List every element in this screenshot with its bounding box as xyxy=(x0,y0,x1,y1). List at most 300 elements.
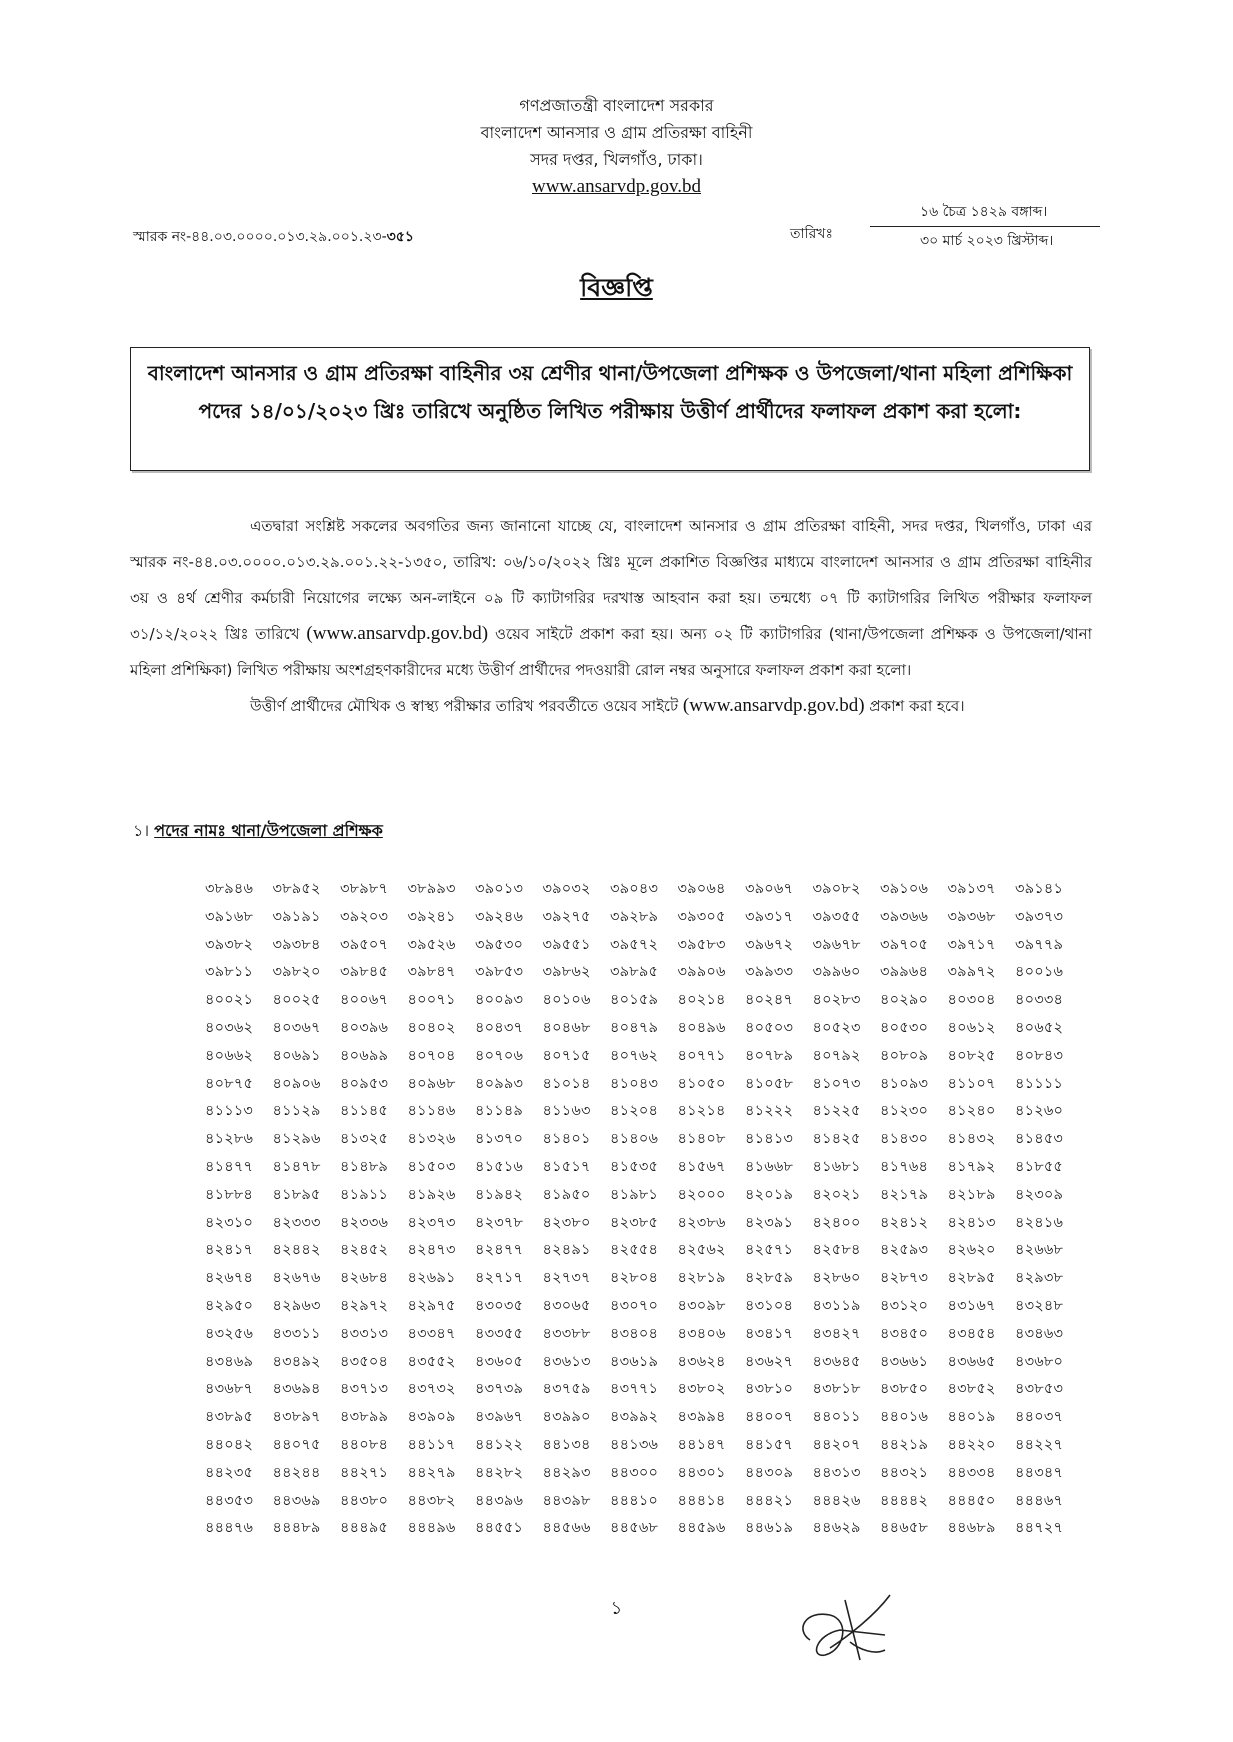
roll-number: ৩৯৩১৭ xyxy=(745,908,794,925)
org-address: সদর দপ্তর, খিলগাঁও, ঢাকা। xyxy=(530,150,703,169)
roll-number: ৪২১৮৯ xyxy=(947,1186,996,1203)
roll-number: ৪৪৫৯৬ xyxy=(677,1520,726,1537)
roll-number: ৪৩৬৮০ xyxy=(1015,1353,1064,1370)
roll-number: ৪৩৩৫৫ xyxy=(475,1325,524,1342)
roll-number: ৪০৭৯২ xyxy=(812,1047,861,1064)
roll-number: ৪৪৫৬৮ xyxy=(610,1520,659,1537)
roll-number: ৪১০৯৩ xyxy=(880,1075,929,1092)
roll-number: ৪০০২১ xyxy=(205,992,254,1009)
roll-number: ৪২৯৬৩ xyxy=(272,1297,321,1314)
roll-number: ৪০৪৬৮ xyxy=(542,1019,591,1036)
roll-number: ৩৯২৪১ xyxy=(407,908,456,925)
roll-number: ৪১২১৪ xyxy=(677,1103,726,1120)
roll-number: ৪১৪২৫ xyxy=(812,1131,861,1148)
roll-number: ৩৯১৪১ xyxy=(1015,881,1064,897)
roll-number: ৪১৩৭০ xyxy=(475,1131,524,1148)
roll-number: ৪২৯৩৮ xyxy=(1015,1270,1064,1287)
roll-number: ৪২৪৯১ xyxy=(542,1242,591,1259)
body-paragraph-1: এতদ্বারা সংশ্লিষ্ট সকলের অবগতির জন্য জানানো যাচ্ছে যে, বাংলাদেশ আনসার ও গ্রাম প্রতিরক্ষা বাহিনী, সদর দপ্তর, খিলগাঁও, ঢাকা এর স্মারক নং-৪৪.০৩.০০০০.০১৩.২৯.০০১.২২-১৩৫০, তারিখ: ০৬/১০/২০২২ খ্রিঃ মূলে প্রকাশিত বিজ্ঞপ্তির মাধ্যমে বাংলাদেশ আনসার ও গ্রাম প্রতিরক্ষা বাহিনীর ৩য় ও ৪র্থ শ্রেণীর কর্মচারী নিয়োগের লক্ষ্যে অন-লাইনে ০৯ টি ক্যাটাগরির দরখাস্ত আহবান করা হয়। তন্মধ্যে ০৭ টি ক্যাটাগরির লিখিত পরীক্ষার ফলাফল ৩১/১২/২০২২ খ্রিঃ তারিখে (www.ansarvdp.gov.bd) ওয়েব সাইটে প্রকাশ করা হয়। অন্য ০২ টি ক্যাটাগরির (থানা/উপজেলা প্রশিক্ষক ও উপজেলা/থানা মহিলা প্রশিক্ষিকা) লিখিত পরীক্ষায় অংশগ্রহণকারীদের মধ্যে উত্তীর্ণ প্রার্থীদের পদওয়ারী রোল নম্বর অনুসারে ফলাফল প্রকাশ করা হলো। xyxy=(130,517,1092,679)
roll-number: ৪৪৪২১ xyxy=(745,1492,794,1509)
roll-number: ৪৪৭২৭ xyxy=(1015,1520,1064,1537)
roll-number: ৩৯৯৭২ xyxy=(947,964,996,981)
roll-number: ৪১৮৫৫ xyxy=(1015,1158,1064,1175)
roll-number: ৩৯৫৭২ xyxy=(610,936,659,953)
roll-number: ৪১৪৫৩ xyxy=(1015,1131,1064,1148)
roll-number: ৪১৯২৬ xyxy=(407,1186,456,1203)
roll-number: ৪০৬১২ xyxy=(947,1019,996,1036)
roll-number: ৩৯৮৬২ xyxy=(542,964,591,981)
roll-number: ৪১৫৩৫ xyxy=(610,1158,659,1175)
roll-number: ৪৪০১৬ xyxy=(880,1409,929,1426)
roll-number: ৪০৭৬২ xyxy=(610,1047,659,1064)
roll-number: ৪২৪৫২ xyxy=(340,1242,389,1259)
roll-number: ৪২০২১ xyxy=(812,1186,861,1203)
roll-number: ৪৪১৪৭ xyxy=(677,1436,726,1453)
roll-number: ৪১২৯৬ xyxy=(272,1131,321,1148)
roll-number: ৪০৩৬২ xyxy=(205,1019,254,1036)
roll-number: ৪১১১১ xyxy=(1015,1075,1064,1092)
roll-number: ৪০৩৩৪ xyxy=(1015,992,1064,1009)
roll-number: ৪১২২৫ xyxy=(812,1103,861,1120)
roll-number: ৪১২৮৬ xyxy=(205,1131,254,1148)
roll-number: ৪৪৬১৯ xyxy=(745,1520,794,1537)
roll-number: ৪৩৩৮৮ xyxy=(542,1325,591,1342)
memo-serial: ৩৫১ xyxy=(386,229,414,245)
roll-number: ৩৮৯৮৭ xyxy=(340,881,389,897)
roll-number: ৪১৪৮৯ xyxy=(340,1158,389,1175)
roll-number: ৩৯৫৮৩ xyxy=(677,936,726,953)
roll-number: ৪১১০৭ xyxy=(947,1075,996,1092)
page-title xyxy=(0,268,1233,311)
roll-number: ৪৪১৩৬ xyxy=(610,1436,659,1453)
roll-number: ৪০১৫৯ xyxy=(610,992,659,1009)
roll-number: ৪৩৬৯৪ xyxy=(272,1381,321,1398)
roll-number: ৪১৪০৬ xyxy=(610,1131,659,1148)
body-paragraph-2: উত্তীর্ণ প্রার্থীদের মৌখিক ও স্বাস্থ্য পরীক্ষার তারিখ পরবর্তীতে ওয়েব সাইটে (www.ansarvdp.gov.bd) প্রকাশ করা হবে। xyxy=(250,695,965,716)
roll-number: ৪২৪৭৩ xyxy=(407,1242,456,1259)
roll-number: ৩৯৯৬০ xyxy=(812,964,861,981)
roll-number: ৪০৭০৪ xyxy=(407,1047,456,1064)
roll-number: ৪০৭১৫ xyxy=(542,1047,591,1064)
roll-number: ৪০৪৩৭ xyxy=(475,1019,524,1036)
roll-number: ৪৪৪৭৬ xyxy=(205,1520,254,1537)
roll-number: ৩৯৬৭২ xyxy=(745,936,794,953)
roll-number: ৪৪৪১৪ xyxy=(677,1492,726,1509)
roll-number: ৩৯১৩৭ xyxy=(947,881,996,897)
roll-number: ৪২৩৮৫ xyxy=(610,1214,659,1231)
roll-number: ৪৪২২০ xyxy=(947,1436,996,1453)
roll-number: ৪৩৬১৯ xyxy=(610,1353,659,1370)
roll-number: ৪৩৭১৩ xyxy=(340,1381,389,1398)
roll-number: ৪২৪৭৭ xyxy=(475,1242,524,1259)
roll-number: ৪২৫৮৪ xyxy=(812,1242,861,1259)
roll-number: ৩৯৭১৭ xyxy=(947,936,996,953)
roll-number: ৪৩৭৭১ xyxy=(610,1381,659,1398)
roll-number: ৪২৩৮৬ xyxy=(677,1214,726,1231)
roll-number: ৪৪২২৭ xyxy=(1015,1436,1064,1453)
roll-number: ৪৪৩০১ xyxy=(677,1464,726,1481)
roll-number: ৪২৯৭৫ xyxy=(407,1297,456,1314)
roll-number: ৪২৪০০ xyxy=(812,1214,861,1231)
roll-number: ৪৩৪০৪ xyxy=(610,1325,659,1342)
roll-number: ৪২৩০৯ xyxy=(1015,1186,1064,1203)
roll-number: ৪৪৬৮৯ xyxy=(947,1520,996,1537)
roll-number: ৪৪১৩৪ xyxy=(542,1436,591,1453)
roll-number: ৪৪২৭৯ xyxy=(407,1464,456,1481)
roll-number: ৪০৫২৩ xyxy=(812,1019,861,1036)
roll-number: ৪১১২৯ xyxy=(272,1103,321,1120)
roll-number: ৪৩২৫৬ xyxy=(205,1325,254,1342)
roll-number: ৪৪৩৮২ xyxy=(407,1492,456,1509)
roll-number: ৪১০৫০ xyxy=(677,1075,726,1092)
roll-number: ৪২৩১০ xyxy=(205,1214,254,1231)
roll-number: ৪৩৬২৭ xyxy=(745,1353,794,1370)
roll-number: ৪০৭৭১ xyxy=(677,1047,726,1064)
roll-number: ৪৪৬২৯ xyxy=(812,1520,861,1537)
roll-number: ৩৯০৩২ xyxy=(542,881,591,897)
roll-number: ৪০১০৬ xyxy=(542,992,591,1009)
roll-number: ৪৩৬১৩ xyxy=(542,1353,591,1370)
roll-number: ৪৩৬৬১ xyxy=(880,1353,929,1370)
letterhead xyxy=(0,92,1233,200)
roll-number: ৪৪০৮৪ xyxy=(340,1436,389,1453)
memo-prefix: স্মারক নং-৪৪.০৩.০০০০.০১৩.২৯.০০১.২৩- xyxy=(133,229,387,245)
notice-subject: বাংলাদেশ আনসার ও গ্রাম প্রতিরক্ষা বাহিনীর ৩য় শ্রেণীর থানা/উপজেলা প্রশিক্ষক ও উপজেলা/থানা মহিলা প্রশিক্ষিকা পদের ১৪/০১/২০২৩ খ্রিঃ তারিখে অনুষ্ঠিত লিখিত পরীক্ষায় উত্তীর্ণ প্রার্থীদের ফলাফল প্রকাশ করা হলো: xyxy=(147,361,1073,423)
roll-number: ৪০৮০৯ xyxy=(880,1047,929,1064)
roll-number: ৩৯৩৮২ xyxy=(205,936,254,953)
roll-number: ৪০৮২৫ xyxy=(947,1047,996,1064)
roll-number: ৪১২২২ xyxy=(745,1103,794,1120)
roll-number: ৪৪৪৫০ xyxy=(947,1492,996,1509)
roll-number: ৪৩৬২৪ xyxy=(677,1353,726,1370)
roll-number: ৪৪৪২৬ xyxy=(812,1492,861,1509)
roll-number: ৪০৯৬৮ xyxy=(407,1075,456,1092)
roll-number: ৪২৬৭৬ xyxy=(272,1270,321,1287)
roll-number: ৩৯০৬৭ xyxy=(745,881,794,897)
roll-number: ৩৯৭০৫ xyxy=(880,936,929,953)
roll-number: ৪২৩৭৩ xyxy=(407,1214,456,1231)
roll-number: ৪০৬৬২ xyxy=(205,1047,254,1064)
roll-number: ৪২৪১৩ xyxy=(947,1214,996,1231)
roll-number: ৪১২৬০ xyxy=(1015,1103,1064,1120)
roll-number: ৪০৭৮৯ xyxy=(745,1047,794,1064)
roll-number: ৪০৪০২ xyxy=(407,1019,456,1036)
roll-number: ৪৩৮৫২ xyxy=(947,1381,996,1398)
roll-number: ৪০০১৬ xyxy=(1015,964,1064,981)
roll-number: ৪০২১৪ xyxy=(677,992,726,1009)
roll-number: ৩৯৩৬৮ xyxy=(947,908,996,925)
roll-number: ৪০৪৭৯ xyxy=(610,1019,659,1036)
roll-number: ৪২৮৯৫ xyxy=(947,1270,996,1287)
roll-number: ৪৩৭৩৯ xyxy=(475,1381,524,1398)
roll-number: ৩৯৯৬৪ xyxy=(880,964,929,981)
roll-number: ৪০২৯০ xyxy=(880,992,929,1009)
roll-number: ৩৯৫৫১ xyxy=(542,936,591,953)
roll-number: ৪২৩৯১ xyxy=(745,1214,794,1231)
roll-number: ৪৩৮৯৯ xyxy=(340,1409,389,1426)
roll-number: ৪৪৪৬৭ xyxy=(1015,1492,1064,1509)
roll-number: ৪২৩৩৩ xyxy=(272,1214,321,1231)
roll-number: ৪৩৯০৯ xyxy=(407,1409,456,1426)
roll-number: ৪৩২৪৮ xyxy=(1015,1297,1064,1314)
roll-number: ৪২৫৯৩ xyxy=(880,1242,929,1259)
roll-number: ৪১৪৭৭ xyxy=(205,1158,254,1175)
roll-number: ৪৩৮৯৫ xyxy=(205,1409,254,1426)
roll-number: ৪০৬৯৯ xyxy=(340,1047,389,1064)
roll-number: ৪৪০৩৭ xyxy=(1015,1409,1064,1426)
website-link-inline[interactable]: (www.ansarvdp.gov.bd) xyxy=(682,695,865,716)
signature xyxy=(790,1580,900,1670)
roll-number: ৪৪২৭১ xyxy=(340,1464,389,1481)
roll-number: ৪১৭৯২ xyxy=(947,1158,996,1175)
roll-number: ৪০০৬৭ xyxy=(340,992,389,1009)
post-name: পদের নামঃ থানা/উপজেলা প্রশিক্ষক xyxy=(154,821,383,840)
roll-number: ৪৩৪৫৪ xyxy=(947,1325,996,1342)
roll-number: ৪৩৮০২ xyxy=(677,1381,726,1398)
roll-number: ৪১১১৩ xyxy=(205,1103,254,1120)
roll-number: ৪০৭০৬ xyxy=(475,1047,524,1064)
roll-number: ৩৯৮২০ xyxy=(272,964,321,981)
roll-number: ৪২৬৮৪ xyxy=(340,1270,389,1287)
roll-number: ৪৩৭৩২ xyxy=(407,1381,456,1398)
roll-number: ৪২৮১৯ xyxy=(677,1270,726,1287)
roll-number: ৪১৪৩০ xyxy=(880,1131,929,1148)
roll-number: ৪২১৭৯ xyxy=(880,1186,929,1203)
roll-number: ৪২৯৭২ xyxy=(340,1297,389,1314)
roll-number: ৪১০৫৮ xyxy=(745,1075,794,1092)
roll-number: ৪৩৫০৪ xyxy=(340,1353,389,1370)
roll-number: ৪১২৩০ xyxy=(880,1103,929,1120)
roll-number: ৪২৭১৭ xyxy=(475,1270,524,1287)
roll-number: ৪৩৬৬৫ xyxy=(947,1353,996,1370)
roll-number: ৪২৬২০ xyxy=(947,1242,996,1259)
roll-number: ৪৩০৯৮ xyxy=(677,1297,726,1314)
roll-number: ৪৩৩১৩ xyxy=(340,1325,389,1342)
roll-number: ৩৯৭৭৯ xyxy=(1015,936,1064,953)
roll-number: ৪০৩৬৭ xyxy=(272,1019,321,1036)
roll-number: ৪৪৪৪২ xyxy=(880,1492,929,1509)
roll-number: ৪৩৩৪৭ xyxy=(407,1325,456,1342)
roll-number: ৪৪৩৪৭ xyxy=(1015,1464,1064,1481)
roll-number: ৩৯২৮৯ xyxy=(610,908,659,925)
roll-number: ৪২৫৭১ xyxy=(745,1242,794,1259)
roll-number: ৪৪৩৯৮ xyxy=(542,1492,591,1509)
roll-number: ৩৯৬৭৮ xyxy=(812,936,861,953)
roll-number: ৪৩৯৯৪ xyxy=(677,1409,726,1426)
roll-number: ৪৩৪৬৩ xyxy=(1015,1325,1064,1342)
roll-number: ৪০৬৫২ xyxy=(1015,1019,1064,1036)
roll-number: ৪১২০৪ xyxy=(610,1103,659,1120)
roll-number: ৪৩৮১০ xyxy=(745,1381,794,1398)
roll-number: ৪৩৬৪৫ xyxy=(812,1353,861,1370)
roll-number: ৪৩১২০ xyxy=(880,1297,929,1314)
roll-number: ৪২৬৭৪ xyxy=(205,1270,254,1287)
roll-number: ৪১৮৯৫ xyxy=(272,1186,321,1203)
date-english: ৩০ মার্চ ২০২৩ খ্রিস্টাব্দ। xyxy=(920,233,1054,249)
roll-number: ৪২০০০ xyxy=(677,1186,726,1203)
roll-number: ৪২৩৭৮ xyxy=(475,1214,524,1231)
roll-number: ৪৩৬৮৭ xyxy=(205,1381,254,1398)
roll-number: ৪২৫৬২ xyxy=(677,1242,726,1259)
roll-number: ৪২৪৪২ xyxy=(272,1242,321,1259)
govt-name: গণপ্রজাতন্ত্রী বাংলাদেশ সরকার xyxy=(519,96,714,115)
roll-number: ৪৪৪৯৫ xyxy=(340,1520,389,1537)
roll-number: ৩৯২৭৫ xyxy=(542,908,591,925)
roll-number: ৪০৩৯৬ xyxy=(340,1019,389,1036)
roll-number: ৩৯৮১১ xyxy=(205,964,254,981)
roll-number: ৪৩৮৯৭ xyxy=(272,1409,321,1426)
roll-number: ৪২৪১৭ xyxy=(205,1242,254,1259)
roll-number: ৩৯০৮২ xyxy=(812,881,861,897)
roll-number: ৪১০১৪ xyxy=(542,1075,591,1092)
memo-number xyxy=(133,225,414,249)
roll-number: ৪৩১৬৭ xyxy=(947,1297,996,1314)
roll-number: ৩৯৩৮৪ xyxy=(272,936,321,953)
roll-number: ৩৯৩৭৩ xyxy=(1015,908,1064,925)
section-heading xyxy=(133,818,383,845)
roll-number: ৪২৮৭৩ xyxy=(880,1270,929,1287)
roll-number: ৪২৩৩৬ xyxy=(340,1214,389,1231)
roll-number: ৪৪৫৬৬ xyxy=(542,1520,591,1537)
roll-number: ৪৪৪১০ xyxy=(610,1492,659,1509)
roll-number: ৪০৫৩০ xyxy=(880,1019,929,1036)
roll-number: ৪৪৪৮৯ xyxy=(272,1520,321,1537)
roll-number: ৩৯৮৪৫ xyxy=(340,964,389,981)
roll-number: ৩৯৮৯৫ xyxy=(610,964,659,981)
roll-number: ৪৪৩৫৩ xyxy=(205,1492,254,1509)
roll-number: ৩৮৯৫২ xyxy=(272,881,321,897)
roll-number: ৪৪৩৬৯ xyxy=(272,1492,321,1509)
date-bangla: ১৬ চৈত্র ১৪২৯ বঙ্গাব্দ। xyxy=(920,204,1048,220)
roll-number: ৪২৮৬০ xyxy=(812,1270,861,1287)
roll-number: ৩৯২৪৬ xyxy=(475,908,524,925)
website-link[interactable]: www.ansarvdp.gov.bd xyxy=(531,176,702,197)
roll-number: ৪৩৯৯২ xyxy=(610,1409,659,1426)
roll-number: ৪১০৭৩ xyxy=(812,1075,861,1092)
date-label: তারিখঃ xyxy=(790,226,833,242)
roll-number: ৪০৩০৪ xyxy=(947,992,996,1009)
roll-number: ৪১৪৭৮ xyxy=(272,1158,321,1175)
notice-subject-box xyxy=(130,347,1090,471)
roll-number: ৪২৮৫৯ xyxy=(745,1270,794,1287)
roll-number: ৪১৯৮১ xyxy=(610,1186,659,1203)
roll-number: ৩৯৯০৬ xyxy=(677,964,726,981)
roll-number: ৪১৮৮৪ xyxy=(205,1186,254,1203)
roll-number: ৪৩৮৫০ xyxy=(880,1381,929,1398)
roll-number: ৩৯৮৪৭ xyxy=(407,964,456,981)
roll-number: ৩৮৯৪৬ xyxy=(205,881,254,897)
roll-number: ৪২৪১৬ xyxy=(1015,1214,1064,1231)
roll-number: ৩৯৮৫৩ xyxy=(475,964,524,981)
roll-number: ৪৪৪৯৬ xyxy=(407,1520,456,1537)
roll-number: ৪১৬৮১ xyxy=(812,1158,861,1175)
roll-number: ৪৪১২২ xyxy=(475,1436,524,1453)
roll-number: ৪৩৪১৭ xyxy=(745,1325,794,1342)
roll-number: ৪১৪৩২ xyxy=(947,1131,996,1148)
roll-number: ৩৯৩৬৬ xyxy=(880,908,929,925)
roll-number: ৪১২৪০ xyxy=(947,1103,996,1120)
roll-number: ৪০৪৯৬ xyxy=(677,1019,726,1036)
roll-number: ৩৯১০৬ xyxy=(880,881,929,897)
roll-number: ৪১৩২৫ xyxy=(340,1131,389,1148)
roll-number: ৩৮৯৯৩ xyxy=(407,881,456,897)
roll-number: ৪৪২১৯ xyxy=(880,1436,929,1453)
roll-number: ৪০০৭১ xyxy=(407,992,456,1009)
roll-number: ৪৩৬০৫ xyxy=(475,1353,524,1370)
org-name: বাংলাদেশ আনসার ও গ্রাম প্রতিরক্ষা বাহিনী xyxy=(480,123,753,142)
roll-number: ৪৪৩৮০ xyxy=(340,1492,389,1509)
roll-number: ৪৪০১৯ xyxy=(947,1409,996,1426)
roll-number: ৩৯৩৫৫ xyxy=(812,908,861,925)
roll-number: ৪৩০৬৫ xyxy=(542,1297,591,1314)
roll-number: ৪৩৪৯২ xyxy=(272,1353,321,1370)
roll-number: ৪৩৭৫৯ xyxy=(542,1381,591,1398)
roll-number: ৪১৩২৬ xyxy=(407,1131,456,1148)
roll-number: ৪৪০১১ xyxy=(812,1409,861,1426)
roll-number: ৪১৪১৩ xyxy=(745,1131,794,1148)
roll-number: ৪২০১৯ xyxy=(745,1186,794,1203)
roll-number: ৪৪৬৫৮ xyxy=(880,1520,929,1537)
roll-number: ৪০৬৯১ xyxy=(272,1047,321,1064)
roll-number: ৪০২৪৭ xyxy=(745,992,794,1009)
roll-number: ৪৪২৯৩ xyxy=(542,1464,591,1481)
roll-number: ৪৪২৪৪ xyxy=(272,1464,321,1481)
roll-number: ৪৪৩৯৬ xyxy=(475,1492,524,1509)
roll-number: ৪৪২৩৫ xyxy=(205,1464,254,1481)
roll-number: ৪১৯৪২ xyxy=(475,1186,524,1203)
roll-number: ৩৯০১৩ xyxy=(475,881,524,897)
roll-number: ৪৪০৭৫ xyxy=(272,1436,321,1453)
roll-number: ৪২৩৮০ xyxy=(542,1214,591,1231)
website-link-inline[interactable]: (www.ansarvdp.gov.bd) xyxy=(306,623,489,644)
section-number: ১। xyxy=(133,821,155,840)
notice-title: বিজ্ঞপ্তি xyxy=(580,273,653,302)
roll-number: ৩৯৯৩৩ xyxy=(745,964,794,981)
roll-number: ৪৪৩১৩ xyxy=(812,1464,861,1481)
roll-number: ৪২৫৫৪ xyxy=(610,1242,659,1259)
roll-number: ৪২৬৬৮ xyxy=(1015,1242,1064,1259)
roll-number: ৪৩৪৬৯ xyxy=(205,1353,254,1370)
roll-number: ৪৩৮১৮ xyxy=(812,1381,861,1398)
roll-number: ৩৯১৯১ xyxy=(272,908,321,925)
roll-number: ৪০৯৯৩ xyxy=(475,1075,524,1092)
roll-number: ৪৪১৫৭ xyxy=(745,1436,794,1453)
roll-number: ৪৪৩২১ xyxy=(880,1464,929,1481)
roll-number: ৪২৯৫০ xyxy=(205,1297,254,1314)
roll-number: ৩৯০৪৩ xyxy=(610,881,659,897)
roll-number: ৪৪৩০৯ xyxy=(745,1464,794,1481)
roll-number: ৪১১৪৫ xyxy=(340,1103,389,1120)
roll-number: ৪০৮৭৫ xyxy=(205,1075,254,1092)
roll-number: ৩৯১৬৮ xyxy=(205,908,254,925)
roll-number: ৪০৮৪৩ xyxy=(1015,1047,1064,1064)
roll-number: ৪০২৮৩ xyxy=(812,992,861,1009)
roll-number: ৪৩০৭০ xyxy=(610,1297,659,1314)
roll-number: ৩৯৫২৬ xyxy=(407,936,456,953)
roll-number: ৪৪৩৩৪ xyxy=(947,1464,996,1481)
roll-number-grid xyxy=(205,878,1105,1545)
roll-number: ৪২৬৯১ xyxy=(407,1270,456,1287)
roll-number: ৪৩১০৪ xyxy=(745,1297,794,1314)
roll-number: ৪৩১১৯ xyxy=(812,1297,861,1314)
roll-number: ৪০০২৫ xyxy=(272,992,321,1009)
roll-number: ৪৩৮৫৩ xyxy=(1015,1381,1064,1398)
roll-number: ৪১৫১৭ xyxy=(542,1158,591,1175)
roll-number: ৪৪৩০০ xyxy=(610,1464,659,1481)
roll-number: ৩৯০৬৪ xyxy=(677,881,726,897)
roll-number: ৪১৭৬৪ xyxy=(880,1158,929,1175)
page-number: ১ xyxy=(610,1598,623,1619)
